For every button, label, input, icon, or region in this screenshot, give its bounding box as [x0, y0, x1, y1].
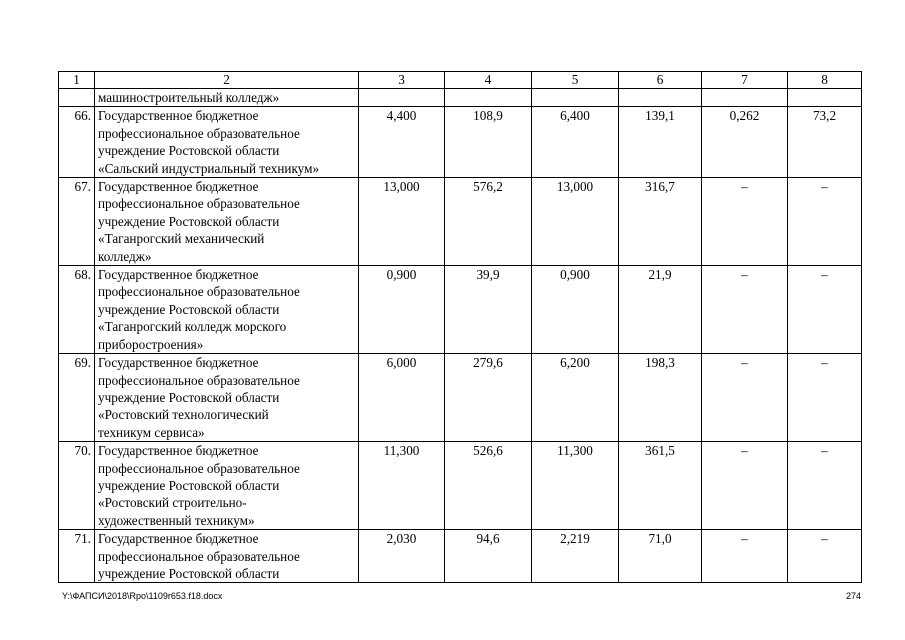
row-number: 67.	[59, 178, 95, 266]
value-c3: 0,900	[359, 266, 445, 354]
institution-name	[95, 266, 359, 354]
value-c6: 316,7	[619, 178, 702, 266]
value-c3: 2,030	[359, 530, 445, 583]
name-line: профессиональное образовательное	[98, 460, 300, 476]
value-c4: 39,9	[445, 266, 532, 354]
header-cell: 7	[702, 72, 788, 89]
table-row	[59, 442, 862, 530]
name-line: учреждение Ростовской области	[98, 301, 280, 317]
value-c3: 11,300	[359, 442, 445, 530]
name-line: учреждение Ростовской области	[98, 389, 280, 405]
value-c7: –	[702, 530, 788, 583]
row-number: 68.	[59, 266, 95, 354]
table-header-row	[59, 72, 862, 89]
institution-name	[95, 354, 359, 442]
value-c8: –	[788, 442, 862, 530]
name-line: «Сальский индустриальный техникум»	[98, 160, 320, 176]
footer-file-path: Y:\ФАПСИ\2018\Rpo\1109r653.f18.docx	[62, 591, 223, 601]
value-c5: 11,300	[532, 442, 619, 530]
header-cell: 2	[95, 72, 359, 89]
name-line: колледж»	[98, 248, 152, 264]
name-line: Государственное бюджетное	[98, 267, 259, 283]
value-c6: 21,9	[619, 266, 702, 354]
value-c7: –	[702, 354, 788, 442]
table-cell	[702, 89, 788, 107]
table-cell	[359, 89, 445, 107]
value-c6: 139,1	[619, 107, 702, 178]
value-c4: 526,6	[445, 442, 532, 530]
row-number: 66.	[59, 107, 95, 178]
header-cell: 5	[532, 72, 619, 89]
name-line: «Ростовский строительно-	[98, 495, 247, 511]
value-c7: 0,262	[702, 107, 788, 178]
table-cell	[788, 89, 862, 107]
name-line: техникум сервиса»	[98, 424, 205, 440]
name-line: «Таганрогский колледж морского	[98, 319, 287, 335]
name-line: Государственное бюджетное	[98, 355, 259, 371]
institution-name	[95, 442, 359, 530]
header-cell: 8	[788, 72, 862, 89]
value-c5: 6,200	[532, 354, 619, 442]
value-c7: –	[702, 178, 788, 266]
name-line: профессиональное образовательное	[98, 548, 300, 564]
name-line: профессиональное образовательное	[98, 196, 300, 212]
table-row	[59, 354, 862, 442]
name-line: Государственное бюджетное	[98, 531, 259, 547]
name-line: учреждение Ростовской области	[98, 477, 280, 493]
header-cell: 3	[359, 72, 445, 89]
value-c5: 6,400	[532, 107, 619, 178]
row-number: 69.	[59, 354, 95, 442]
value-c7: –	[702, 266, 788, 354]
name-line: «Таганрогский механический	[98, 231, 265, 247]
value-c8: –	[788, 530, 862, 583]
table-row	[59, 107, 862, 178]
institution-name	[95, 107, 359, 178]
footer-page-number: 274	[845, 591, 861, 601]
table-cell	[445, 89, 532, 107]
table-cell	[532, 89, 619, 107]
name-line: художественный техникум»	[98, 512, 255, 528]
institution-name	[95, 178, 359, 266]
name-line: приборостроения»	[98, 336, 204, 352]
value-c8: –	[788, 178, 862, 266]
value-c6: 198,3	[619, 354, 702, 442]
data-table	[58, 71, 862, 583]
value-c4: 108,9	[445, 107, 532, 178]
value-c5: 0,900	[532, 266, 619, 354]
table-row	[59, 178, 862, 266]
table-row	[59, 266, 862, 354]
value-c5: 13,000	[532, 178, 619, 266]
table-row	[59, 530, 862, 583]
value-c6: 71,0	[619, 530, 702, 583]
value-c4: 576,2	[445, 178, 532, 266]
header-cell: 4	[445, 72, 532, 89]
value-c3: 6,000	[359, 354, 445, 442]
value-c5: 2,219	[532, 530, 619, 583]
name-line: Государственное бюджетное	[98, 179, 259, 195]
value-c4: 94,6	[445, 530, 532, 583]
row-number: 71.	[59, 530, 95, 583]
row-number: 70.	[59, 442, 95, 530]
value-c8: –	[788, 354, 862, 442]
name-line: профессиональное образовательное	[98, 284, 300, 300]
name-line: учреждение Ростовской области	[98, 213, 280, 229]
value-c7: –	[702, 442, 788, 530]
name-line: учреждение Ростовской области	[98, 565, 280, 581]
continuation-text: машиностроительный колледж»	[95, 89, 359, 107]
header-cell: 6	[619, 72, 702, 89]
value-c3: 4,400	[359, 107, 445, 178]
value-c6: 361,5	[619, 442, 702, 530]
name-line: Государственное бюджетное	[98, 443, 259, 459]
table-cell	[59, 89, 95, 107]
header-cell: 1	[59, 72, 95, 89]
value-c4: 279,6	[445, 354, 532, 442]
name-line: «Ростовский технологический	[98, 407, 269, 423]
institution-name	[95, 530, 359, 583]
value-c8: –	[788, 266, 862, 354]
value-c3: 13,000	[359, 178, 445, 266]
name-line: Государственное бюджетное	[98, 108, 259, 124]
value-c8: 73,2	[788, 107, 862, 178]
name-line: профессиональное образовательное	[98, 125, 300, 141]
name-line: учреждение Ростовской области	[98, 143, 280, 159]
table-cell	[619, 89, 702, 107]
name-line: профессиональное образовательное	[98, 372, 300, 388]
table-row-continuation	[59, 89, 862, 107]
